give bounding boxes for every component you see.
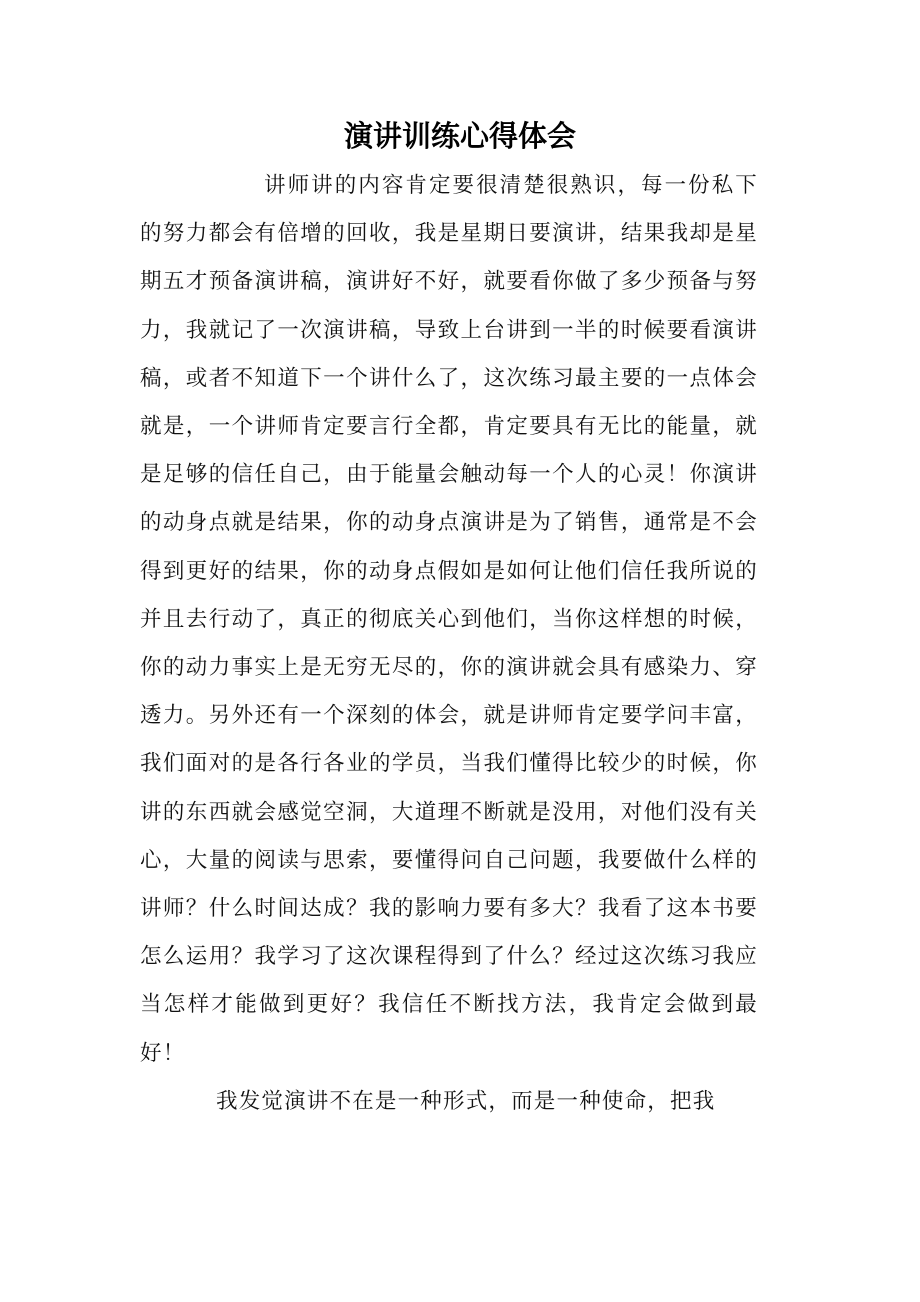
document-title: 演讲训练心得体会 [343,119,576,153]
paragraph-2: 我发觉演讲不在是一种形式，而是一种使命，把我 [216,1088,716,1114]
paragraph-1: 讲师讲的内容肯定要很清楚很熟识，每一份私下的努力都会有倍增的回收，我是星期日要演讲，结果我却是星期五才预备演讲稿，演讲好不好，就要看你做了多少预备与努力，我就记了一次演讲稿，导致上台讲到一半的时候要看演讲稿，或者不知道下一个讲什么了，这次练习最主要的一点体会就是，一个讲师肯定要言行全都，肯定要具有无比的能量，就是足够的信任自己，由于能量会触动每一个人的心灵！你演讲的动身点就是结果，你的动身点演讲是为了销售，通常是不会得到更好的结果，你的动身点假如是如何让他们信任我所说的并且去行动了，真正的彻底关心到他们，当你这样想的时候，你的动力事实上是无穷无尽的，你的演讲就会具有感染力、穿透力。另外还有一个深刻的体会，就是讲师肯定要学问丰富，我们面对的是各行各业的学员，当我们懂得比较少的时候，你讲的东西就会感觉空洞，大道理不断就是没用，对他们没有关心，大量的阅读与思索，要懂得问自己问题，我要做什么样的讲师？什么时间达成？我的影响力要有多大？我看了这本书要怎么运用？我学习了这次课程得到了什么？经过这次练习我应当怎样才能做到更好？我信任不断找方法，我肯定会做到最好！ [140,173,758,1066]
document-body [140,162,758,1126]
